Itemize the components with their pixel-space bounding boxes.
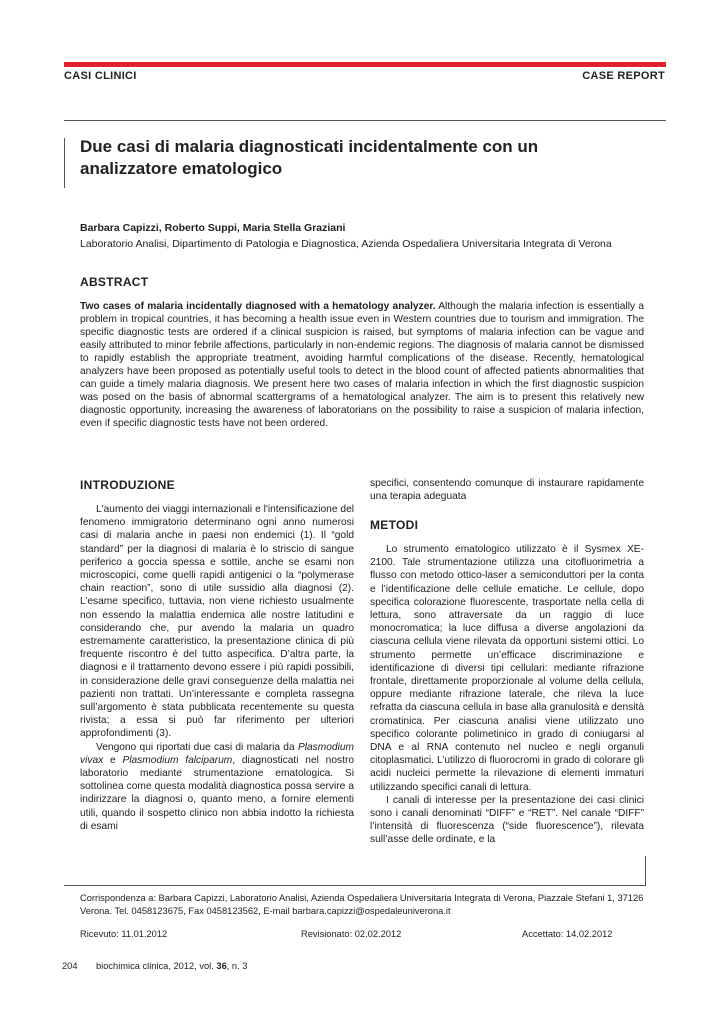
authors: Barbara Capizzi, Roberto Suppi, Maria Stella Graziani [80, 222, 346, 234]
abstract-heading: ABSTRACT [80, 275, 149, 289]
revised-date: Revisionato: 02.02.2012 [301, 929, 402, 939]
section-label: CASI CLINICI [64, 70, 137, 82]
intro-text-run: , diagnosticati nel nostro laboratorio mediante strumentazione ematologica. Si sottolinea come questa modalità diagnostica possa servire a indirizzare la diagnosi o, quanto meno, a fornire elementi utili, quando il sospetto clinico non abbia indotto la richiesta di esami [80, 754, 354, 832]
methods-paragraph: Lo strumento ematologico utilizzato è il Sysmex XE-2100. Tale strumentazione utilizza una citofluorimetria a flusso con metodo ottico-laser a semiconduttori per la conta e l’identificazione delle cellule ematiche. Le cellule, dopo specifica colorazione fluorescente, trasportate nella cella di lettura, sono attraversate da un raggio di luce monocromatica; la luce diffusa a diverse angolazioni da ciascuna cellula viene rilevata da opportuni sistemi ottici. Lo strumento permette un’efficace discriminazione e identificazione di diversi tipi cellulari: mediante rifrazione frontale, direttamente proporzionale al volume della cellula, oppure mediante rifrazione laterale, che rileva la luce refratta da ciascuna cellula in base alla granulosità e densità cromatinica. Per ciascuna analisi viene utilizzato uno specifico colorante polimetinico in grado di coniugarsi al DNA e al RNA contenuto nel nucleo e negli organuli citoplasmatici. L’utilizzo di fluorocromi in grado di colorare gli acidi nucleici permette la rilevazione di elementi immaturi utilizzando specifici canali di lettura. [370, 544, 644, 793]
affiliation: Laboratorio Analisi, Dipartimento di Patologia e Diagnostica, Azienda Ospedaliera Universitaria Integrata di Verona [80, 238, 612, 250]
section-label-english: CASE REPORT [582, 70, 665, 82]
species-name: Plasmodium falciparum [122, 754, 233, 766]
left-column [80, 503, 354, 833]
intro-paragraph-continued: specifici, consentendo comunque di instaurare rapidamente una terapia adeguata [370, 478, 644, 503]
header-accent-bar [64, 62, 666, 67]
methods-paragraph: I canali di interesse per la presentazione dei casi clinici sono i canali denominati “DIFF” e “RET”. Nel canale “DIFF” l’intensità di fluorescenza (“side fluorescence”), rilevata sull’asse delle ordinate, e la [370, 794, 644, 846]
article-title: Due casi di malaria diagnosticati incidentalmente con un analizzatore ematologico [80, 137, 539, 178]
accepted-date: Accettato: 14.02.2012 [522, 929, 613, 939]
intro-text-run: e [103, 754, 123, 766]
footer-side-rule [645, 856, 646, 886]
species-name: Plasmodium vivax [80, 741, 354, 766]
journal-volume: 36 [216, 961, 227, 971]
methods-text [370, 543, 644, 847]
intro-heading: INTRODUZIONE [80, 478, 175, 492]
intro-text-run: Vengono qui riportati due casi di malaria da [96, 741, 298, 753]
footer-divider [64, 885, 646, 886]
abstract-lead: Two cases of malaria incidentally diagnosed with a hematology analyzer. [80, 301, 436, 312]
intro-paragraph: L'aumento dei viaggi internazionali e l'intensificazione del fenomeno immigratorio determinano ogni anno numerosi casi di malaria anche in paesi non endemici (1). Il “gold standard” per la diagnosi di malaria è lo striscio di sangue periferico a goccia spessa e sottile, anche se esami non microscopici, come quelli rapidi antigenici o la “polymerase chain reaction”, sono di utile sussidio alla diagnosi (2). L’esame specifico, tuttavia, non viene richiesto usualmente non essendo la malattia endemica alle nostre latitudini e considerando che, pur avendo la malaria un quadro estremamente caratteristico, la presentazione clinica di più frequente riscontro è del tutto aspecifica. D’altra parte, la diagnosi e il trattamento devono essere i più rapidi possibili, in considerazione delle gravi conseguenze della malattia nei pazienti non trattati. Un’interessante e completa rassegna sull’argomento è stata pubblicata recentemente su questa rivista; a essa si può far riferimento per ulteriori approfondimenti (3). [80, 504, 354, 740]
journal-citation [96, 961, 247, 971]
received-date: Ricevuto: 11.01.2012 [80, 929, 168, 939]
abstract-body: Although the malaria infection is essentially a problem in tropical countries, it has becoming a health issue even in Western countries due to tourism and immigration. The specific diagnostic tests are ordered if a clinical suspicion is raised, but symptoms of malaria infection can be vague and easily attributed to minor febrile affections, particularly in non-endemic regions. The diagnosis of malaria cannot be dismissed to rapidly establish the appropriate treatment, avoiding harmful complications of the disease. Recently, hematological analyzers have been proposed as potentially useful tools to detect in the blood count of affected patients abnormalities that can guide a timely malaria diagnosis. We present here two cases of malaria infection in which the first diagnostic suspicion was posed on the basis of abnormal scattergrams of a hematological analyzer. The aim is to present this relatively new diagnostic opportunity, increasing the awareness of laboratorians on the possibility to raise a suspicion of malaria infection, even if specific diagnostic tests have not been ordered. [80, 301, 644, 429]
header-divider [64, 120, 666, 121]
title-side-rule [64, 138, 65, 188]
abstract-text [80, 300, 644, 430]
journal-issue: , n. 3 [226, 961, 248, 971]
page-number: 204 [62, 961, 78, 971]
journal-name: biochimica clinica, 2012, vol. [96, 961, 217, 971]
correspondence: Corrispondenza a: Barbara Capizzi, Laboratorio Analisi, Azienda Ospedaliera Universitaria Integrata di Verona, Piazzale Stefani 1, 37126 Verona. Tel. 0458123675, Fax 0458123562, E-mail barbara.capizzi@ospedaleuniverona.it [80, 893, 644, 916]
intro-paragraph [80, 741, 354, 833]
methods-heading: METODI [370, 518, 419, 532]
right-column [370, 477, 644, 503]
